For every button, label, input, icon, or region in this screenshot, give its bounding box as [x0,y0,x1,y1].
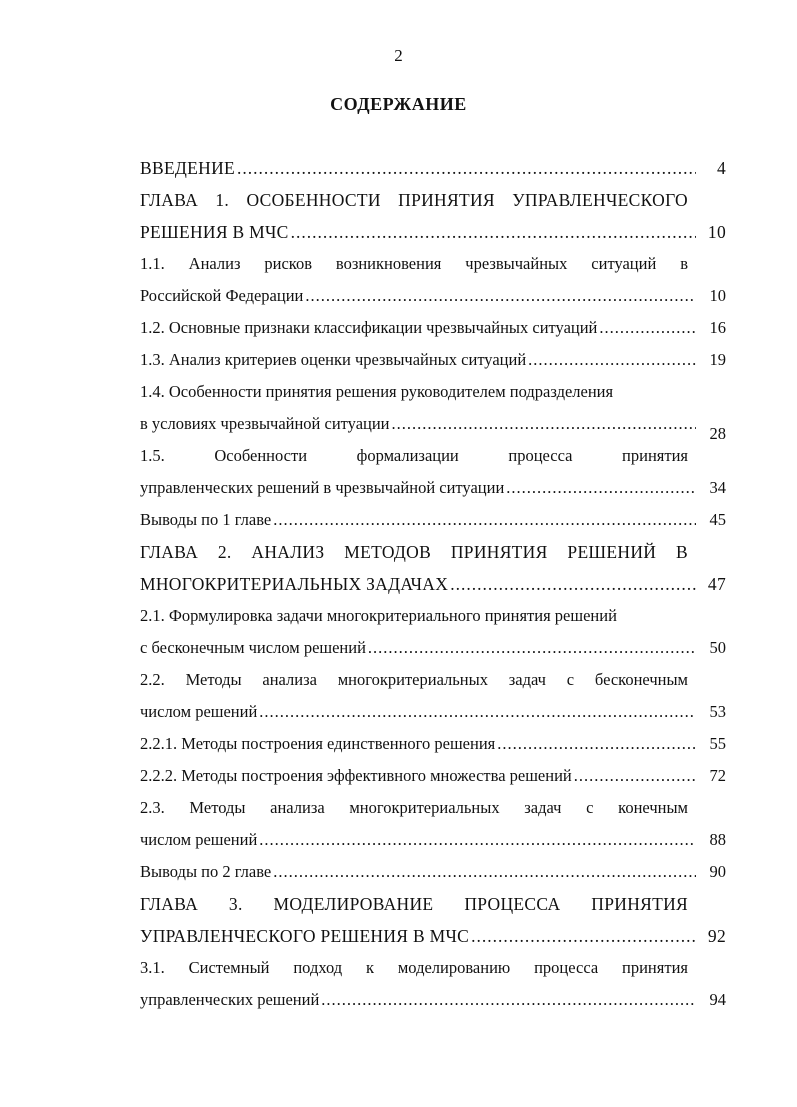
toc-page-number: 90 [709,862,726,881]
toc-section-1-5-line2 [140,472,726,504]
toc-chapter-3-line1: ГЛАВА 3. МОДЕЛИРОВАНИЕ ПРОЦЕССА ПРИНЯТИЯ [140,894,688,914]
toc-entry-text: 2.2.1. Методы построения единственного решения [140,734,496,753]
toc-leader-dots [257,824,696,856]
toc-section-1-1-line2 [140,280,726,312]
toc-section-3-1-line2 [140,984,726,1016]
toc-page-number: 45 [709,510,726,529]
toc-entry-text: Российской Федерации [140,286,304,305]
toc-section-2-2-2 [140,760,726,792]
toc-entry-text: ВВЕДЕНИЕ [140,158,236,178]
toc-section-2-1-line2 [140,632,726,664]
toc-leader-dots [257,696,696,728]
page-number: 2 [394,46,403,65]
toc-entry-text: РЕШЕНИЯ В МЧС [140,222,289,242]
toc-leader-dots [271,504,696,536]
toc-page-number: 47 [707,574,726,594]
toc-chapter-2-line1: ГЛАВА 2. АНАЛИЗ МЕТОДОВ ПРИНЯТИЯ РЕШЕНИЙ В [140,542,688,562]
toc-section-1-5-line1: 1.5. Особенности формализации процесса принятия [140,446,688,465]
toc-entry-text: 1.2. Основные признаки классификации чрезвычайных ситуаций [140,318,598,337]
toc-chapter-1-line1: ГЛАВА 1. ОСОБЕННОСТИ ПРИНЯТИЯ УПРАВЛЕНЧЕСКОГО [140,190,688,210]
toc-leader-dots [271,856,696,888]
toc-leader-dots [495,728,696,760]
toc-section-2-2-1 [140,728,726,760]
toc-leader-dots [235,152,696,184]
toc-page-number: 88 [709,830,726,849]
toc-entry-text: управленческих решений [140,990,320,1009]
toc-leader-dots [504,472,696,504]
toc-section-2-3-line1: 2.3. Методы анализа многокритериальных задач с конечным [140,798,688,817]
toc-entry-text: Выводы по 1 главе [140,510,272,529]
toc-entry-text: 2.2.2. Методы построения эффективного множества решений [140,766,572,785]
toc-entry-text: с бесконечным числом решений [140,638,366,657]
toc-page-number: 53 [709,702,726,721]
toc-section-2-2-line2 [140,696,726,728]
toc-entry-text: числом решений [140,702,258,721]
toc-section-1-4-line2 [140,408,726,443]
toc-entry-text: числом решений [140,830,258,849]
toc-page-number: 92 [707,926,726,946]
toc-entry-text: Выводы по 2 главе [140,862,272,881]
toc-leader-dots [366,632,696,664]
toc-page-number: 55 [709,734,726,753]
toc-leader-dots [572,760,696,792]
toc-chapter-1-line2 [140,216,726,248]
toc-leader-dots [448,568,696,600]
toc-page-number: 50 [709,638,726,657]
toc-leader-dots [526,344,696,376]
toc-section-1-2 [140,312,726,344]
toc-page-number: 34 [709,478,726,497]
toc-entry-text: МНОГОКРИТЕРИАЛЬНЫХ ЗАДАЧАХ [140,574,449,594]
toc-leader-dots [289,216,696,248]
toc-page-number: 4 [716,158,726,178]
toc-page-number: 10 [709,286,726,305]
toc-leader-dots [303,280,696,312]
toc-section-2-1-line1: 2.1. Формулировка задачи многокритериального принятия решений [140,606,617,625]
table-of-contents [140,152,726,1016]
toc-conclusions-1 [140,504,726,536]
toc-page-number: 19 [709,350,726,369]
toc-entry-text: УПРАВЛЕНЧЕСКОГО РЕШЕНИЯ В МЧС [140,926,470,946]
toc-leader-dots [597,312,696,344]
toc-page-number: 72 [709,766,726,785]
toc-section-1-1-line1: 1.1. Анализ рисков возникновения чрезвычайных ситуаций в [140,254,688,273]
toc-page-number: 16 [709,318,726,337]
toc-section-3-1-line1: 3.1. Системный подход к моделированию процесса принятия [140,958,688,977]
toc-section-2-2-line1: 2.2. Методы анализа многокритериальных задач с бесконечным [140,670,688,689]
toc-entry-text: управленческих решений в чрезвычайной ситуации [140,478,505,497]
toc-chapter-3-line2 [140,920,726,952]
toc-page-number: 10 [707,222,726,242]
toc-entry-text: в условиях чрезвычайной ситуации [140,414,390,433]
toc-leader-dots [469,920,696,952]
page-title: СОДЕРЖАНИЕ [330,94,467,114]
toc-entry-introduction [140,152,726,184]
toc-leader-dots [319,984,696,1016]
toc-page-number: 28 [709,424,726,443]
toc-conclusions-2 [140,856,726,888]
toc-entry-text: 1.3. Анализ критериев оценки чрезвычайных ситуаций [140,350,527,369]
toc-page-number: 94 [709,990,726,1009]
toc-section-1-3 [140,344,726,376]
toc-leader-dots [390,408,696,440]
toc-chapter-2-line2 [140,568,726,600]
toc-section-2-3-line2 [140,824,726,856]
toc-section-1-4-line1: 1.4. Особенности принятия решения руководителем подразделения [140,382,614,401]
